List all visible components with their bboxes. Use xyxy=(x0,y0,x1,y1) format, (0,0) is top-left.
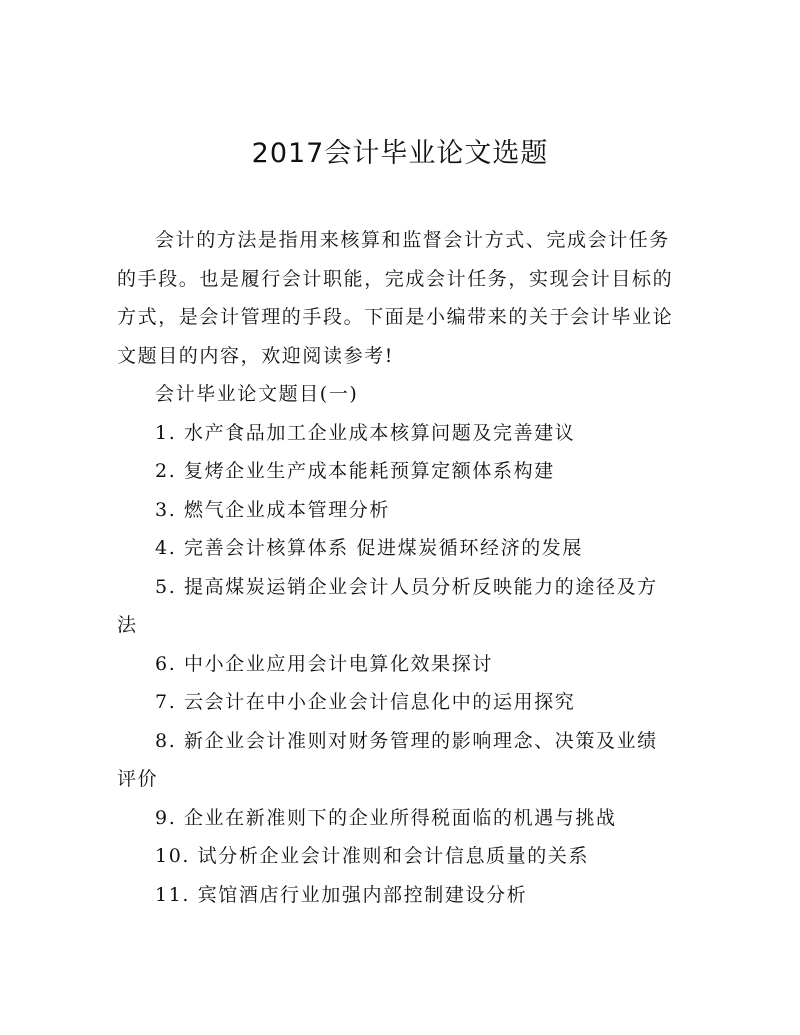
document-title: 2017会计毕业论文选题 xyxy=(251,138,549,169)
intro-paragraph: 会计的方法是指用来核算和监督会计方式、完成会计任务的手段。也是履行会计职能，完成会计任务，实现会计目标的方式，是会计管理的手段。下面是小编带来的关于会计毕业论文题目的内容，欢迎阅读参考! xyxy=(117,229,674,367)
list-item: 1. 水产食品加工企业成本核算问题及完善建议 xyxy=(155,421,576,444)
list-item: 4. 完善会计核算体系 促进煤炭循环经济的发展 xyxy=(155,537,584,559)
list-item: 10. 试分析企业会计准则和会计信息质量的关系 xyxy=(155,845,590,867)
list-item: 6. 中小企业应用会计电算化效果探讨 xyxy=(155,652,493,675)
list-item: 9. 企业在新准则下的企业所得税面临的机遇与挑战 xyxy=(155,806,617,829)
list-item: 3. 燃气企业成本管理分析 xyxy=(155,498,390,521)
section-heading: 会计毕业论文题目(一) xyxy=(155,383,359,405)
list-item: 7. 云会计在中小企业会计信息化中的运用探究 xyxy=(155,691,576,713)
document-body xyxy=(117,221,677,914)
list-item: 5. 提高煤炭运销企业会计人员分析反映能力的途径及方法 xyxy=(117,575,658,636)
list-item: 2. 复烤企业生产成本能耗预算定额体系构建 xyxy=(155,460,555,482)
list-item: 11. 宾馆酒店行业加强内部控制建设分析 xyxy=(155,883,528,906)
list-item: 8. 新企业会计准则对财务管理的影响理念、决策及业绩评价 xyxy=(117,729,658,790)
